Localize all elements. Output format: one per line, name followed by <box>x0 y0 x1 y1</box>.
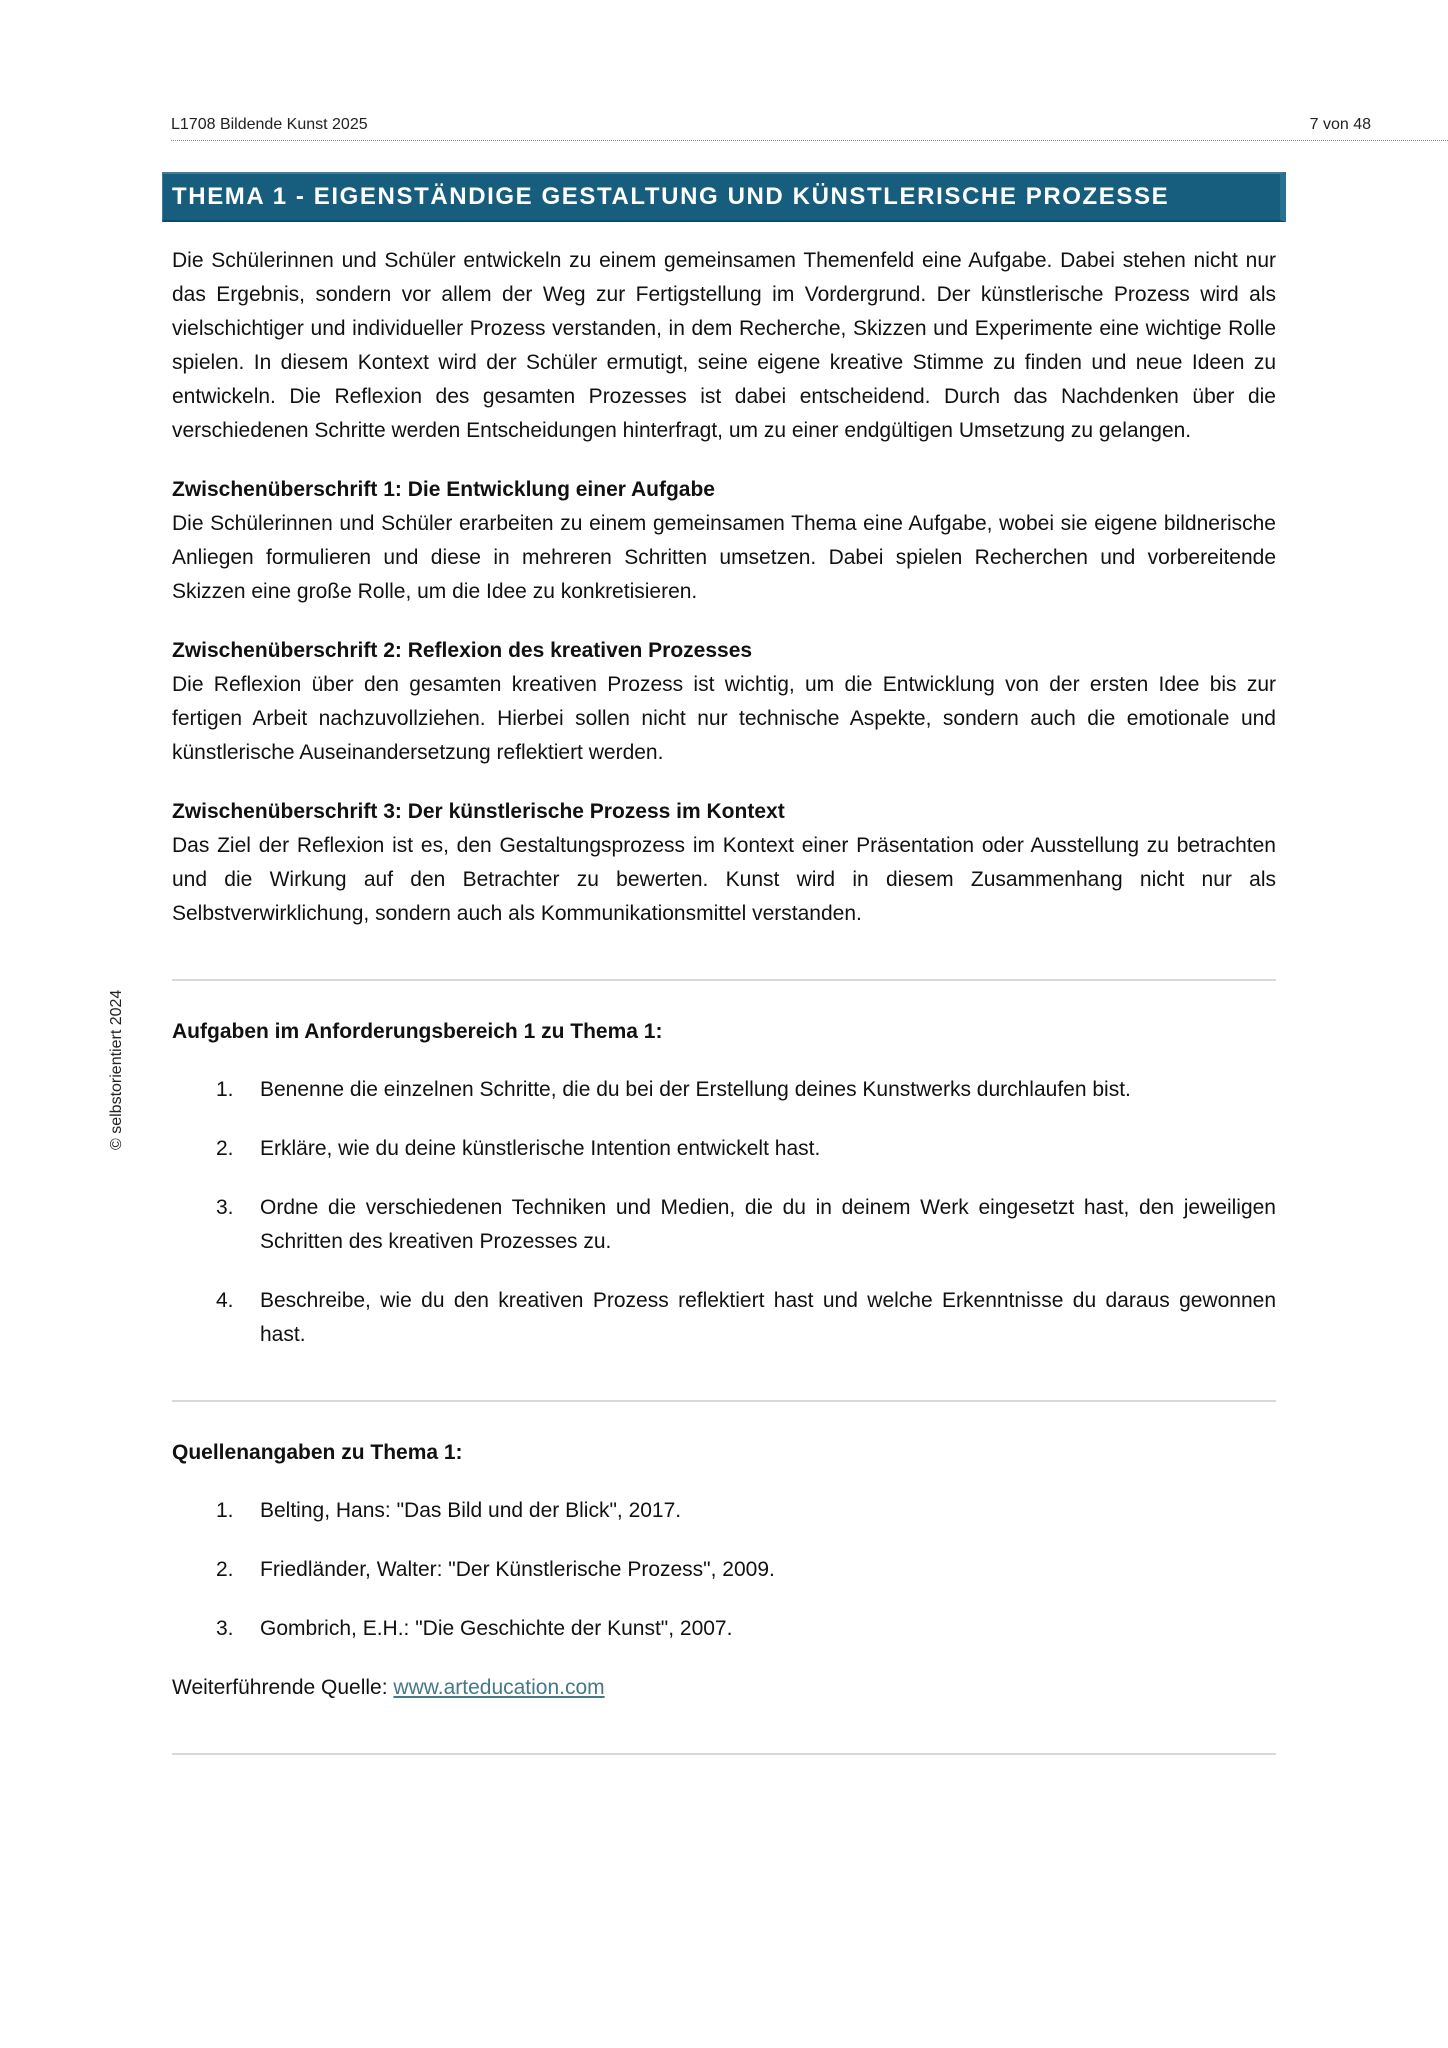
subheading-1: Zwischenüberschrift 1: Die Entwicklung einer Aufgabe <box>172 478 715 501</box>
section-3-paragraph: Das Ziel der Reflexion ist es, den Gestaltungsprozess im Kontext einer Präsentation oder Ausstellung zu betrachten und die Wirkung auf den Betrachter zu bewerten. Kunst wird in diesem Zusammenhang nicht nur als Selbstverwirklichung, sondern auch als Kommunikationsmittel verstanden. <box>172 834 1276 925</box>
divider-1 <box>172 979 1276 981</box>
source-item: 2. Friedländer, Walter: "Der Künstlerische Prozess", 2009. <box>216 1558 775 1581</box>
further-source <box>172 1671 1276 1705</box>
divider-2 <box>172 1400 1276 1402</box>
further-source-link[interactable]: www.arteducation.com <box>393 1676 605 1699</box>
task-item: 4. Beschreibe, wie du den kreativen Prozess reflektiert hast und welche Erkenntnisse du daraus gewonnen hast. <box>216 1289 1276 1346</box>
document-body <box>172 244 1276 1755</box>
source-item: 3. Gombrich, E.H.: "Die Geschichte der Kunst", 2007. <box>216 1617 733 1640</box>
page-header <box>171 114 1371 138</box>
intro-paragraph: Die Schülerinnen und Schüler entwickeln zu einem gemeinsamen Themenfeld eine Aufgabe. Dabei stehen nicht nur das Ergebnis, sondern vor allem der Weg zur Fertigstellung im Vordergrund. Der künstlerische Prozess wird als vielschichtiger und individueller Prozess verstanden, in dem Recherche, Skizzen und Experimente eine wichtige Rolle spielen. In diesem Kontext wird der Schüler ermutigt, seine eigene kreative Stimme zu finden und neue Ideen zu entwickeln. Die Reflexion des gesamten Prozesses ist dabei entscheidend. Durch das Nachdenken über die verschiedenen Schritte werden Entscheidungen hinterfragt, um zu einer endgültigen Umsetzung zu gelangen. <box>172 249 1276 442</box>
tasks-heading: Aufgaben im Anforderungsbereich 1 zu Thema 1: <box>172 1020 663 1043</box>
sources-heading: Quellenangaben zu Thema 1: <box>172 1441 463 1464</box>
section-2-paragraph: Die Reflexion über den gesamten kreativen Prozess ist wichtig, um die Entwicklung von der ersten Idee bis zur fertigen Arbeit nachzuvollziehen. Hierbei sollen nicht nur technische Aspekte, sondern auch die emotionale und künstlerische Auseinandersetzung reflektiert werden. <box>172 673 1276 764</box>
section-1-paragraph: Die Schülerinnen und Schüler erarbeiten zu einem gemeinsamen Thema eine Aufgabe, wobei sie eigene bildnerische Anliegen formulieren und diese in mehreren Schritten umsetzen. Dabei spielen Recherchen und vorbereitende Skizzen eine große Rolle, um die Idee zu konkretisieren. <box>172 512 1276 603</box>
tasks-list <box>172 1073 1276 1352</box>
subheading-2: Zwischenüberschrift 2: Reflexion des kreativen Prozesses <box>172 639 753 662</box>
sources-list <box>172 1494 1276 1646</box>
task-item: 3. Ordne die verschiedenen Techniken und Medien, die du in deinem Werk eingesetzt hast, den jeweiligen Schritten des kreativen Prozesses zu. <box>216 1196 1276 1253</box>
document-code: L1708 Bildende Kunst 2025 <box>171 116 368 133</box>
task-item: 2. Erkläre, wie du deine künstlerische Intention entwickelt hast. <box>216 1137 821 1160</box>
copyright-note: © selbstorientiert 2024 <box>108 989 125 1150</box>
page-indicator: 7 von 48 <box>1309 116 1371 133</box>
subheading-3: Zwischenüberschrift 3: Der künstlerische Prozess im Kontext <box>172 800 785 823</box>
section-title-bar <box>162 172 1286 222</box>
header-divider <box>171 140 1448 141</box>
section-title: THEMA 1 - EIGENSTÄNDIGE GESTALTUNG UND KÜNSTLERISCHE PROZESSE <box>172 183 1170 210</box>
divider-3 <box>172 1753 1276 1755</box>
source-item: 1. Belting, Hans: "Das Bild und der Blick", 2017. <box>216 1499 682 1522</box>
further-source-label: Weiterführende Quelle: <box>172 1676 394 1699</box>
task-item: 1. Benenne die einzelnen Schritte, die du bei der Erstellung deines Kunstwerks durchlaufen bist. <box>216 1078 1131 1101</box>
